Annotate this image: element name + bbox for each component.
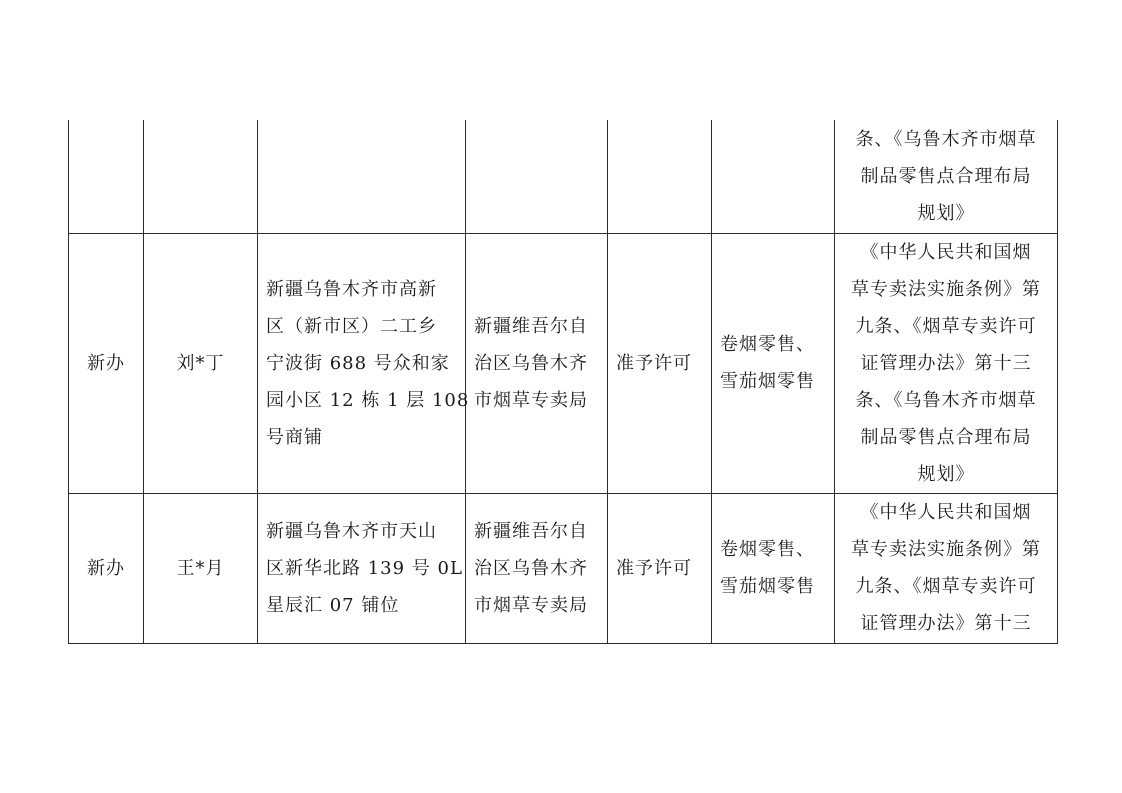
cell-address: 新疆乌鲁木齐市天山 区新华北路 139 号 0L 星辰汇 07 铺位: [258, 493, 466, 643]
cell-type: 新办: [69, 493, 144, 643]
cell-result: 准予许可: [608, 233, 712, 493]
cell-type: 新办: [69, 233, 144, 493]
cell-scope: 卷烟零售、 雪茄烟零售: [712, 493, 835, 643]
cell-authority: [466, 120, 608, 233]
cell-name: [144, 120, 258, 233]
cell-address: 新疆乌鲁木齐市高新 区（新市区）二工乡 宁波街 688 号众和家 园小区 12 栋 1 层 108 号商铺: [258, 233, 466, 493]
cell-address: [258, 120, 466, 233]
cell-basis: 《中华人民共和国烟 草专卖法实施条例》第 九条、《烟草专卖许可 证管理办法》第十三: [835, 493, 1058, 643]
cell-authority: 新疆维吾尔自 治区乌鲁木齐 市烟草专卖局: [466, 233, 608, 493]
table-row-continued: [69, 120, 1058, 233]
cell-result: 准予许可: [608, 493, 712, 643]
table-row: [69, 493, 1058, 643]
cell-result: [608, 120, 712, 233]
cell-type: [69, 120, 144, 233]
cell-name: 王*月: [144, 493, 258, 643]
cell-authority: 新疆维吾尔自 治区乌鲁木齐 市烟草专卖局: [466, 493, 608, 643]
cell-scope: 卷烟零售、 雪茄烟零售: [712, 233, 835, 493]
cell-basis: 《中华人民共和国烟 草专卖法实施条例》第 九条、《烟草专卖许可 证管理办法》第十三 条、《乌鲁木齐市烟草 制品零售点合理布局 规划》: [835, 233, 1058, 493]
cell-scope: [712, 120, 835, 233]
cell-basis: 条、《乌鲁木齐市烟草 制品零售点合理布局 规划》: [835, 120, 1058, 233]
cell-name: 刘*丁: [144, 233, 258, 493]
table-row: [69, 233, 1058, 493]
license-table: [68, 120, 1058, 644]
